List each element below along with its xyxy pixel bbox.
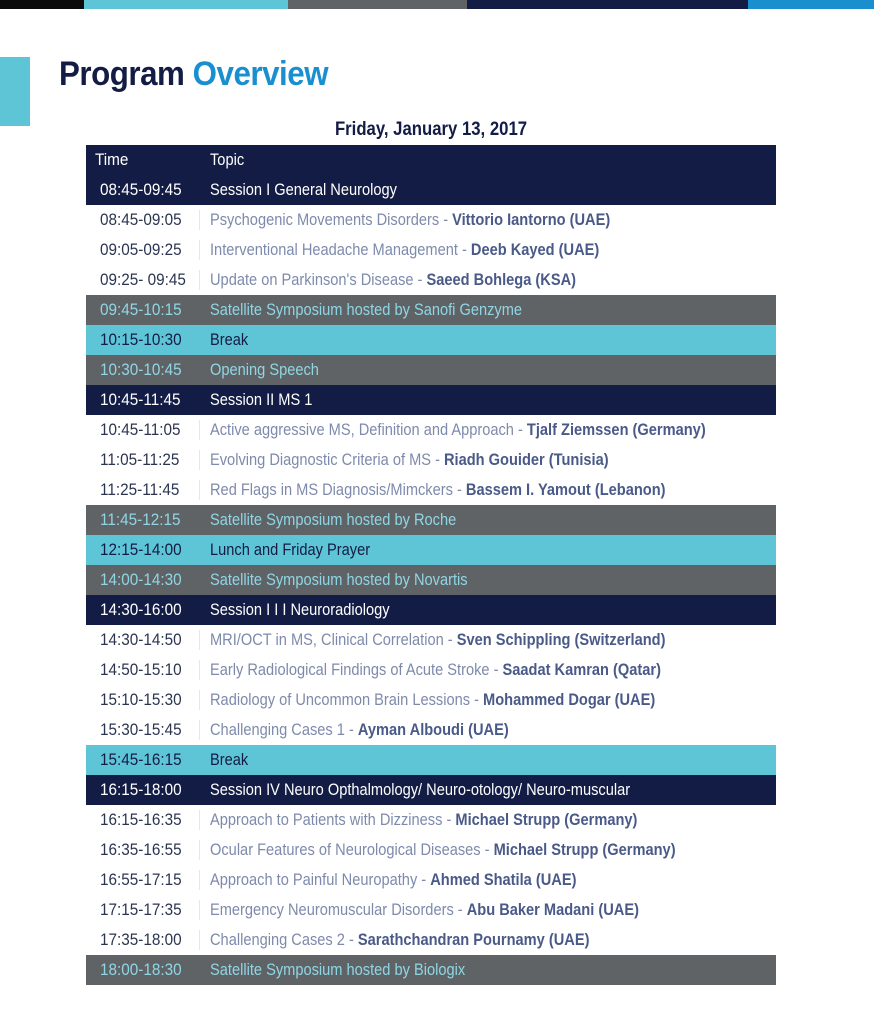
row-speaker: Ahmed Shatila (UAE) <box>430 870 577 889</box>
row-speaker: Sarathchandran Pournamy (UAE) <box>357 930 590 949</box>
row-title: Red Flags in MS Diagnosis/Mimckers - <box>210 480 466 499</box>
row-time: 10:45-11:45 <box>100 390 181 409</box>
table-header-row <box>86 145 776 175</box>
row-time-cell <box>86 300 200 320</box>
row-topic <box>210 510 456 530</box>
session-row <box>86 775 776 805</box>
row-topic <box>210 480 666 500</box>
row-speaker: Ayman Alboudi (UAE) <box>357 720 509 739</box>
topic-column-label: Topic <box>210 150 245 169</box>
row-time: 08:45-09:45 <box>100 180 182 199</box>
row-title: Emergency Neuromuscular Disorders - <box>210 900 467 919</box>
top-bar-segment-navy <box>467 0 748 9</box>
row-time-cell <box>86 960 200 980</box>
row-speaker: Abu Baker Madani (UAE) <box>466 900 639 919</box>
row-title: Challenging Cases 2 - <box>210 930 358 949</box>
row-topic <box>210 780 630 800</box>
session-row <box>86 595 776 625</box>
row-time: 18:00-18:30 <box>100 960 182 979</box>
row-topic <box>210 450 609 470</box>
row-speaker: Riadh Gouider (Tunisia) <box>444 450 609 469</box>
row-time-cell <box>86 420 200 440</box>
row-topic <box>210 750 248 770</box>
talk-row <box>86 415 776 445</box>
row-title: Session I General Neurology <box>210 180 397 199</box>
row-speaker: Tjalf Ziemssen (Germany) <box>526 420 706 439</box>
row-topic <box>210 540 370 560</box>
topic-column-header <box>200 150 776 170</box>
session-row <box>86 565 776 595</box>
row-topic-cell <box>199 930 776 950</box>
talk-row <box>86 445 776 475</box>
row-time: 09:05-09:25 <box>100 240 182 259</box>
talk-row <box>86 685 776 715</box>
row-topic <box>210 600 390 620</box>
row-time: 17:15-17:35 <box>100 900 182 919</box>
row-topic <box>210 840 676 860</box>
row-time-cell <box>86 870 200 890</box>
top-bar-segment-gray <box>288 0 467 9</box>
row-topic-cell <box>200 300 776 320</box>
row-topic <box>210 240 599 260</box>
row-topic <box>210 870 576 890</box>
row-title: Break <box>210 750 249 769</box>
row-time-cell <box>86 600 200 620</box>
row-title: Ocular Features of Neurological Diseases - <box>210 840 494 859</box>
row-time-cell <box>86 330 200 350</box>
row-topic-cell <box>200 180 776 200</box>
row-topic-cell <box>200 540 776 560</box>
row-topic <box>210 360 319 380</box>
row-speaker: Mohammed Dogar (UAE) <box>483 690 656 709</box>
talk-row <box>86 805 776 835</box>
row-topic-cell <box>199 480 776 500</box>
row-title: Opening Speech <box>210 360 319 379</box>
row-topic <box>210 960 465 980</box>
row-topic <box>210 330 248 350</box>
row-time-cell <box>86 660 200 680</box>
row-title: Session I I I Neuroradiology <box>210 600 390 619</box>
row-topic-cell <box>199 840 776 860</box>
time-column-label: Time <box>95 150 129 169</box>
row-topic <box>210 390 312 410</box>
row-topic-cell <box>199 900 776 920</box>
row-time: 17:35-18:00 <box>100 930 182 949</box>
row-topic-cell <box>200 570 776 590</box>
schedule-date: Friday, January 13, 2017 <box>334 119 528 140</box>
row-topic <box>210 210 610 230</box>
row-time-cell <box>86 570 200 590</box>
row-title: Interventional Headache Management - <box>210 240 471 259</box>
row-topic-cell <box>199 420 776 440</box>
row-title: Active aggressive MS, Definition and Approach - <box>210 420 527 439</box>
talk-row <box>86 925 776 955</box>
row-time-cell <box>86 480 200 500</box>
row-topic <box>210 900 639 920</box>
row-topic-cell <box>200 390 776 410</box>
row-time: 16:15-16:35 <box>100 810 182 829</box>
page-title-part2: Overview <box>192 55 329 93</box>
talk-row <box>86 865 776 895</box>
row-topic-cell <box>199 720 776 740</box>
row-time: 10:30-10:45 <box>100 360 182 379</box>
row-title: Early Radiological Findings of Acute Stroke - <box>210 660 503 679</box>
row-topic <box>210 660 661 680</box>
row-topic <box>210 180 397 200</box>
row-topic <box>210 630 665 650</box>
row-title: Radiology of Uncommon Brain Lessions - <box>210 690 484 709</box>
row-topic <box>210 270 576 290</box>
session-row <box>86 505 776 535</box>
row-time: 09:45-10:15 <box>100 300 182 319</box>
talk-row <box>86 205 776 235</box>
time-column-header <box>86 150 200 170</box>
row-time-cell <box>86 840 200 860</box>
row-time-cell <box>86 750 200 770</box>
row-speaker: Michael Strupp (Germany) <box>455 810 638 829</box>
row-time-cell <box>86 180 200 200</box>
row-topic-cell <box>199 240 776 260</box>
side-accent-block <box>0 57 30 126</box>
row-title: Lunch and Friday Prayer <box>210 540 371 559</box>
row-time: 10:15-10:30 <box>100 330 182 349</box>
row-time-cell <box>86 780 200 800</box>
row-title: MRI/OCT in MS, Clinical Correlation - <box>210 630 457 649</box>
talk-row <box>86 835 776 865</box>
row-topic <box>210 930 589 950</box>
row-topic <box>210 570 468 590</box>
row-title: Evolving Diagnostic Criteria of MS - <box>210 450 445 469</box>
row-time-cell <box>86 390 200 410</box>
row-topic <box>210 420 706 440</box>
row-topic <box>210 300 522 320</box>
row-speaker: Vittorio Iantorno (UAE) <box>452 210 611 229</box>
row-topic-cell <box>199 870 776 890</box>
row-time: 16:15-18:00 <box>100 780 182 799</box>
row-topic <box>210 690 655 710</box>
row-topic-cell <box>200 600 776 620</box>
row-topic-cell <box>200 510 776 530</box>
row-time-cell <box>86 360 200 380</box>
row-topic-cell <box>200 750 776 770</box>
row-title: Approach to Patients with Dizziness - <box>210 810 456 829</box>
top-color-bar <box>0 0 874 9</box>
row-title: Session II MS 1 <box>210 390 313 409</box>
row-topic-cell <box>200 330 776 350</box>
row-time: 11:45-12:15 <box>100 510 181 529</box>
row-speaker: Sven Schippling (Switzerland) <box>456 630 666 649</box>
row-speaker: Bassem I. Yamout (Lebanon) <box>465 480 666 499</box>
row-title: Satellite Symposium hosted by Sanofi Genzyme <box>210 300 523 319</box>
talk-row <box>86 625 776 655</box>
row-title: Satellite Symposium hosted by Novartis <box>210 570 468 589</box>
row-time-cell <box>86 270 200 290</box>
session-row <box>86 955 776 985</box>
row-time-cell <box>86 510 200 530</box>
row-title: Session IV Neuro Opthalmology/ Neuro-otology/ Neuro-muscular <box>210 780 631 799</box>
row-topic-cell <box>199 660 776 680</box>
row-time: 16:55-17:15 <box>100 870 182 889</box>
row-title: Approach to Painful Neuropathy - <box>210 870 431 889</box>
row-time-cell <box>86 900 200 920</box>
row-title: Update on Parkinson's Disease - <box>210 270 427 289</box>
row-time: 14:50-15:10 <box>100 660 182 679</box>
row-speaker: Michael Strupp (Germany) <box>493 840 676 859</box>
row-time-cell <box>86 210 200 230</box>
session-row <box>86 325 776 355</box>
row-topic-cell <box>199 450 776 470</box>
session-row <box>86 295 776 325</box>
row-time: 16:35-16:55 <box>100 840 182 859</box>
row-topic-cell <box>200 780 776 800</box>
row-time: 11:05-11:25 <box>100 450 180 469</box>
row-topic-cell <box>199 210 776 230</box>
row-time: 14:00-14:30 <box>100 570 182 589</box>
page-title <box>59 54 328 94</box>
row-time: 11:25-11:45 <box>100 480 180 499</box>
row-title: Challenging Cases 1 - <box>210 720 358 739</box>
row-time-cell <box>86 690 200 710</box>
session-row <box>86 385 776 415</box>
row-time-cell <box>86 540 200 560</box>
row-time: 10:45-11:05 <box>100 420 181 439</box>
row-title: Satellite Symposium hosted by Biologix <box>210 960 466 979</box>
row-topic <box>210 720 509 740</box>
row-time-cell <box>86 450 200 470</box>
talk-row <box>86 715 776 745</box>
row-time: 15:30-15:45 <box>100 720 182 739</box>
session-row <box>86 175 776 205</box>
row-topic-cell <box>199 270 776 290</box>
row-topic-cell <box>199 690 776 710</box>
talk-row <box>86 655 776 685</box>
row-time: 14:30-16:00 <box>100 600 182 619</box>
schedule-table <box>86 145 776 985</box>
row-topic <box>210 810 637 830</box>
top-bar-segment-black <box>0 0 84 9</box>
row-time-cell <box>86 810 200 830</box>
session-row <box>86 745 776 775</box>
row-speaker: Saeed Bohlega (KSA) <box>426 270 576 289</box>
row-topic-cell <box>199 810 776 830</box>
row-title: Satellite Symposium hosted by Roche <box>210 510 457 529</box>
talk-row <box>86 895 776 925</box>
talk-row <box>86 475 776 505</box>
row-time: 14:30-14:50 <box>100 630 182 649</box>
row-time-cell <box>86 720 200 740</box>
row-time: 09:25- 09:45 <box>100 270 186 289</box>
top-bar-segment-cyan <box>84 0 288 9</box>
row-time: 12:15-14:00 <box>100 540 182 559</box>
row-time-cell <box>86 240 200 260</box>
row-speaker: Deeb Kayed (UAE) <box>470 240 600 259</box>
page-title-part1: Program <box>59 55 185 93</box>
row-time: 08:45-09:05 <box>100 210 182 229</box>
row-time: 15:10-15:30 <box>100 690 182 709</box>
row-topic-cell <box>200 960 776 980</box>
talk-row <box>86 265 776 295</box>
talk-row <box>86 235 776 265</box>
row-topic-cell <box>200 360 776 380</box>
row-title: Psychogenic Movements Disorders - <box>210 210 453 229</box>
session-row <box>86 535 776 565</box>
row-speaker: Saadat Kamran (Qatar) <box>502 660 661 679</box>
row-title: Break <box>210 330 249 349</box>
session-row <box>86 355 776 385</box>
row-time: 15:45-16:15 <box>100 750 182 769</box>
top-bar-segment-blue <box>748 0 874 9</box>
row-time-cell <box>86 930 200 950</box>
row-time-cell <box>86 630 200 650</box>
row-topic-cell <box>199 630 776 650</box>
